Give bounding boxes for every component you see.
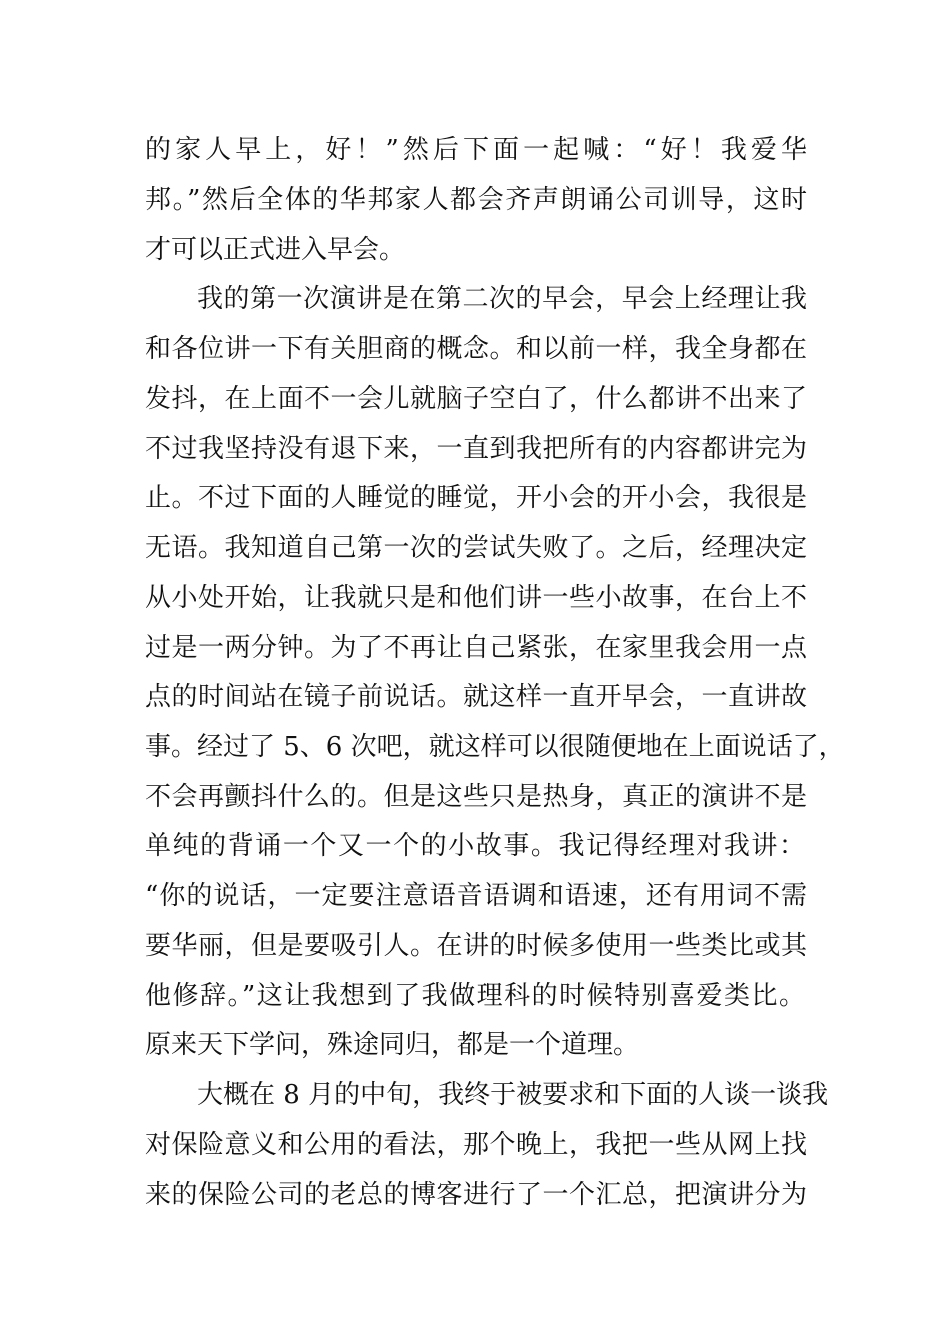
text-line: 过是一两分钟。为了不再让自己紧张，在家里我会用一点 (145, 633, 807, 663)
text-line: 来的保险公司的老总的博客进行了一个汇总，把演讲分为 (145, 1180, 807, 1210)
text-line: “你的说话，一定要注意语音语调和语速，还有用词不需 (145, 881, 807, 911)
text-line: 要华丽，但是要吸引人。在讲的时候多使用一些类比或其 (145, 931, 807, 961)
text-line: 事。经过了 5、6 次吧，就这样可以很随便地在上面说话了， (145, 732, 845, 762)
text-line: 对保险意义和公用的看法，那个晚上，我把一些从网上找 (145, 1130, 807, 1160)
text-line: 不会再颤抖什么的。但是这些只是热身，真正的演讲不是 (145, 782, 807, 812)
text-line: 无语。我知道自己第一次的尝试失败了。之后，经理决定 (145, 533, 807, 563)
text-line: 不过我坚持没有退下来，一直到我把所有的内容都讲完为 (145, 434, 807, 464)
text-line: 点的时间站在镜子前说话。就这样一直开早会，一直讲故 (145, 682, 807, 712)
text-line: 的家人早上，好！”然后下面一起喊：“好！我爱华 (145, 135, 807, 165)
text-line: 才可以正式进入早会。 (145, 235, 406, 265)
text-line: 原来天下学问，殊途同归，都是一个道理。 (145, 1030, 640, 1060)
paragraph-first-line: 我的第一次演讲是在第二次的早会，早会上经理让我 (197, 284, 807, 314)
text-line: 从小处开始，让我就只是和他们讲一些小故事，在台上不 (145, 583, 807, 613)
text-line: 邦。”然后全体的华邦家人都会齐声朗诵公司训导，这时 (145, 185, 807, 215)
text-line: 发抖，在上面不一会儿就脑子空白了，什么都讲不出来了 (145, 384, 807, 414)
text-line: 他修辞。”这让我想到了我做理科的时候特别喜爱类比。 (145, 981, 805, 1011)
paragraph-first-line: 大概在 8 月的中旬，我终于被要求和下面的人谈一谈我 (197, 1080, 829, 1110)
text-line: 和各位讲一下有关胆商的概念。和以前一样，我全身都在 (145, 334, 807, 364)
text-line: 单纯的背诵一个又一个的小故事。我记得经理对我讲： (145, 831, 805, 861)
text-line: 止。不过下面的人睡觉的睡觉，开小会的开小会，我很是 (145, 483, 807, 513)
